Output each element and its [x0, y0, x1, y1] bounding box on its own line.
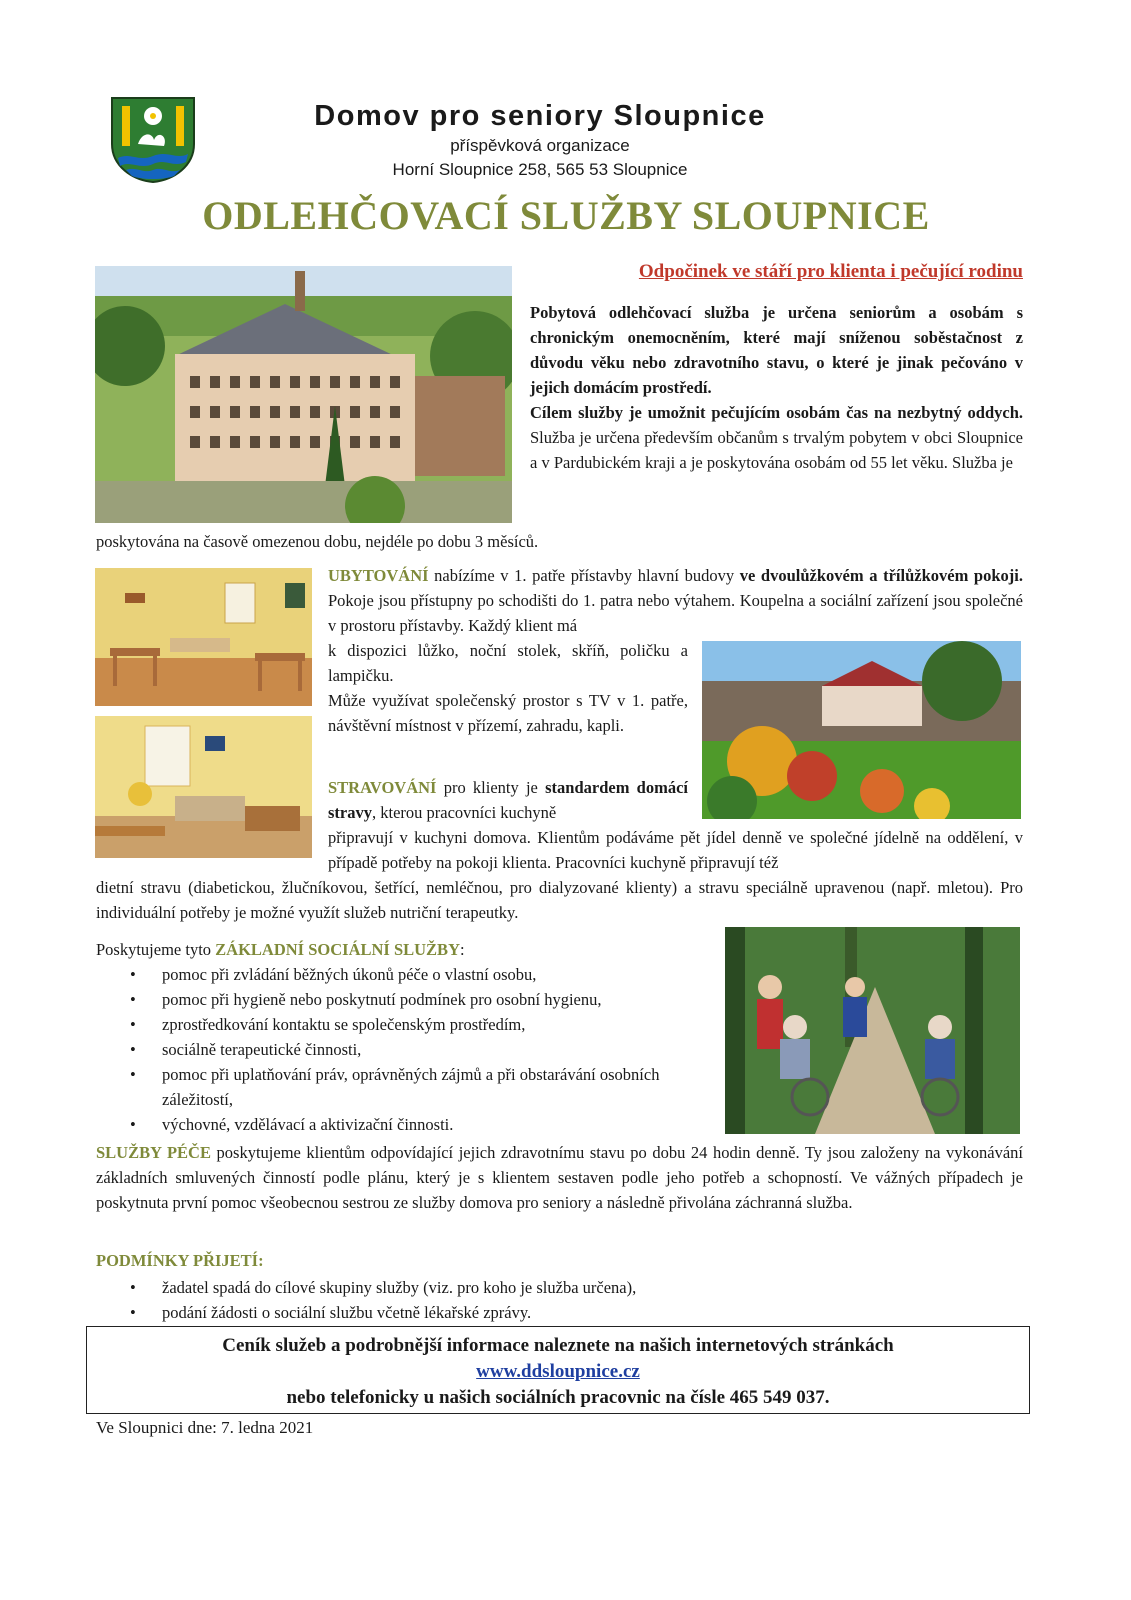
zakladni-heading: ZÁKLADNÍ SOCIÁLNÍ SLUŽBY — [215, 940, 460, 959]
ubytovani-text-2: Pokoje jsou přístupny po schodišti do 1. patra nebo výtahem. Koupelna a sociální zařízení jsou společné v prostoru přístavby. Každý klient má — [328, 591, 1023, 635]
coat-of-arms-icon — [108, 96, 198, 184]
contact-url-link[interactable]: www.ddsloupnice.cz — [476, 1361, 640, 1382]
activity-photo — [725, 927, 1020, 1134]
zakladni-colon: : — [459, 940, 465, 959]
stravovani-text-2: , kterou pracovníci kuchyně — [372, 803, 557, 822]
intro-p2-bold: Cílem služby je umožnit pečujícím osobám čas na nezbytný oddych. — [530, 403, 1023, 422]
building-photo — [95, 266, 512, 523]
intro-p2-rest: Služba je určena především občanům s trvalým pobytem v obci Sloupnice a v Pardubickém kraji a je poskytována osobám od 55 let věku. Služba je — [530, 428, 1023, 472]
list-item: • podání žádosti o sociální službu včetně lékařské zprávy. — [96, 1300, 996, 1325]
list-item: • pomoc při hygieně nebo poskytnutí podmínek pro osobní hygienu, — [96, 987, 716, 1012]
garden-photo — [702, 641, 1021, 819]
org-address: Horní Sloupnice 258, 565 53 Sloupnice — [392, 160, 688, 179]
intro-tail: poskytována na časově omezenou dobu, nejdéle po dobu 3 měsíců. — [96, 532, 539, 551]
podminky-list — [96, 1275, 996, 1325]
zakladni-intro — [96, 937, 716, 962]
pece-text — [96, 1140, 1023, 1215]
ubytovani-line-1 — [328, 563, 1023, 638]
ubytovani-text-1: nabízíme v 1. patře přístavby hlavní budovy — [428, 566, 740, 585]
ubytovani-rooms: ve dvoulůžkovém a třílůžkovém pokoji. — [739, 566, 1023, 585]
pece-heading: SLUŽBY PÉČE — [96, 1143, 211, 1162]
room-photo-2 — [95, 716, 312, 858]
zakladni-list — [96, 962, 716, 1137]
list-item: • pomoc při zvládání běžných úkonů péče o vlastní osobu, — [96, 962, 716, 987]
pece-body: poskytujeme klientům odpovídající jejich zdravotnímu stavu po dobu 24 hodin denně. Ty jsou založeny na vykonávání základních smluvených činností podle plánu, který je s klientem sestaven podle jeho potřeb a schopností. Ve vážných případech je poskytnuta první pomoc všeobecnou sestrou ze služby domova pro seniory a následně přivolána záchranná služba. — [96, 1143, 1023, 1212]
stravovani-text-1: pro klienty je — [436, 778, 546, 797]
ubytovani-common-areas: Může využívat společenský prostor s TV v 1. patře, návštěvní místnost v přízemí, zahradu, kapli. — [328, 691, 688, 735]
page-title: ODLEHČOVACÍ SLUŽBY SLOUPNICE — [202, 193, 930, 238]
contact-phone: nebo telefonicky u našich sociálních pracovnic na čísle 465 549 037. — [286, 1387, 830, 1408]
org-type: příspěvková organizace — [450, 136, 630, 155]
list-item: • výchovné, vzdělávací a aktivizační činnosti. — [96, 1112, 716, 1137]
contact-line-1: Ceník služeb a podrobnější informace naleznete na našich internetových stránkách — [222, 1335, 894, 1356]
intro-p1: Pobytová odlehčovací služba je určena seniorům a osobám s chronickým onemocněním, které mají sníženou soběstačnost z důvodu věku nebo zdravotního stavu, o které je jinak pečováno v jejich domácím prostředí. — [530, 303, 1023, 397]
list-item: • sociálně terapeutické činnosti, — [96, 1037, 716, 1062]
subtitle: Odpočinek ve stáří pro klienta i pečující rodinu — [638, 261, 1023, 282]
stravovani-line-1 — [328, 775, 688, 825]
intro-text — [530, 300, 1023, 475]
stravovani-heading: STRAVOVÁNÍ — [328, 778, 437, 797]
stravovani-text-3: připravují v kuchyni domova. Klientům podáváme pět jídel denně ve společné jídelně na oddělení, v případě potřeby na pokoji klienta. Pracovníci kuchyně připravují též — [328, 828, 1023, 872]
ubytovani-furniture: k dispozici lůžko, noční stolek, skříň, poličku a lampičku. — [328, 641, 688, 685]
room-photo-1 — [95, 568, 312, 706]
stravovani-text-4: dietní stravu (diabetickou, žlučníkovou, šetřící, nemléčnou, pro dialyzované klienty) a stravu speciálně upravenou (např. mletou). Pro individuální potřeby je možné využít služeb nutriční terapeutky. — [96, 878, 1023, 922]
footer-date: Ve Sloupnici dne: 7. ledna 2021 — [96, 1418, 314, 1437]
contact-box — [86, 1326, 1030, 1414]
org-name: Domov pro seniory Sloupnice — [314, 100, 766, 132]
podminky-heading: PODMÍNKY PŘIJETÍ: — [96, 1251, 264, 1270]
list-item: • zprostředkování kontaktu se společenským prostředím, — [96, 1012, 716, 1037]
list-item: • pomoc při uplatňování práv, oprávněných zájmů a při obstarávání osobních záležitostí, — [96, 1062, 716, 1112]
stravovani-standard: standardem domácí stravy — [328, 778, 688, 822]
zakladni-intro-text: Poskytujeme tyto — [96, 940, 216, 959]
ubytovani-heading: UBYTOVÁNÍ — [328, 566, 429, 585]
list-item: • žadatel spadá do cílové skupiny služby (viz. pro koho je služba určena), — [96, 1275, 996, 1300]
